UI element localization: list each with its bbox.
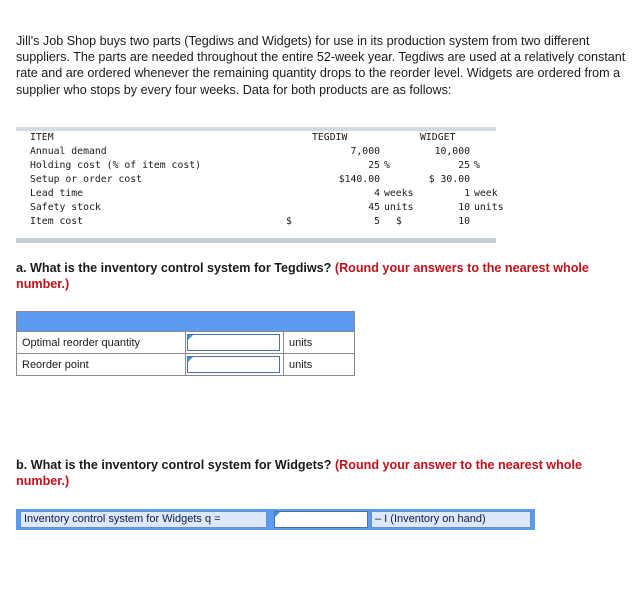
tegdiw-answer-table [16, 311, 355, 376]
problem-statement: Jill's Job Shop buys two parts (Tegdiws and Widgets) for use in its production system from two different suppliers. The parts are needed throughout the entire 52-week year. Tegdiws are used at a relatively constant rate and are ordered whenever the remaining quantity drops to the reorder level. Widgets are ordered from a supplier who stops by every four weeks. Data for both products are as follows: [16, 34, 626, 97]
widget-answer-suffix: – I (Inventory on hand) [371, 511, 531, 528]
widget-value: $ 30.00 [428, 174, 470, 185]
table-row [16, 173, 496, 187]
tegdiw-value: 5 [374, 216, 380, 227]
row-item-label: Item cost [30, 216, 84, 227]
widget-answer-row [16, 509, 535, 530]
reorder-point-input[interactable] [187, 356, 280, 373]
table-header-row [16, 131, 496, 145]
header-widget: WIDGET [420, 132, 456, 143]
table-bottom-rule [16, 238, 496, 243]
widget-value: 10,000 [434, 146, 470, 157]
widget-q-input[interactable] [274, 511, 368, 528]
row-item-label: Setup or order cost [30, 174, 143, 185]
table-row [16, 201, 504, 215]
tegdiw-value: $140.00 [338, 174, 380, 185]
row-item-label: Holding cost (% of item cost) [30, 160, 202, 171]
tegdiw-currency: $ [286, 216, 292, 227]
table-row [16, 187, 496, 201]
row-item-label: Annual demand [30, 146, 107, 157]
answer-row-reorder-point [17, 354, 355, 376]
widget-value: 25 [458, 160, 470, 171]
answer-row-reorder-quantity [17, 332, 355, 354]
answer-label: Optimal reorder quantity [17, 332, 186, 354]
tegdiw-value: 7,000 [350, 146, 380, 157]
widget-value: 1 [464, 188, 470, 199]
table-row [16, 215, 496, 229]
tegdiw-value: 45 [368, 202, 380, 213]
answer-table-header [17, 312, 355, 332]
answer-unit: units [284, 354, 355, 376]
tegdiw-value: 25 [368, 160, 380, 171]
question-a: a. What is the inventory control system for Tegdiws? (Round your answers to the nearest whole number.) [16, 261, 589, 292]
answer-unit: units [284, 332, 355, 354]
widget-currency: $ [396, 216, 402, 227]
widget-unit: % [474, 160, 480, 171]
widget-value: 10 [458, 216, 470, 227]
widget-unit: week [474, 188, 498, 199]
product-data-table [16, 127, 504, 243]
answer-label: Reorder point [17, 354, 186, 376]
reorder-quantity-input[interactable] [187, 334, 280, 351]
row-item-label: Safety stock [30, 202, 101, 213]
table-row [16, 145, 496, 159]
tegdiw-unit: units [384, 202, 414, 213]
question-b: b. What is the inventory control system for Widgets? (Round your answer to the nearest whole number.) [16, 458, 582, 489]
table-row [16, 159, 496, 173]
widget-answer-label: Inventory control system for Widgets q = [20, 511, 267, 528]
tegdiw-unit: weeks [384, 188, 414, 199]
row-item-label: Lead time [30, 188, 84, 199]
widget-unit: units [474, 202, 504, 213]
header-tegdiw: TEGDIW [312, 132, 348, 143]
tegdiw-value: 4 [374, 188, 380, 199]
widget-value: 10 [458, 202, 470, 213]
tegdiw-unit: % [384, 160, 390, 171]
header-item: ITEM [30, 132, 54, 143]
